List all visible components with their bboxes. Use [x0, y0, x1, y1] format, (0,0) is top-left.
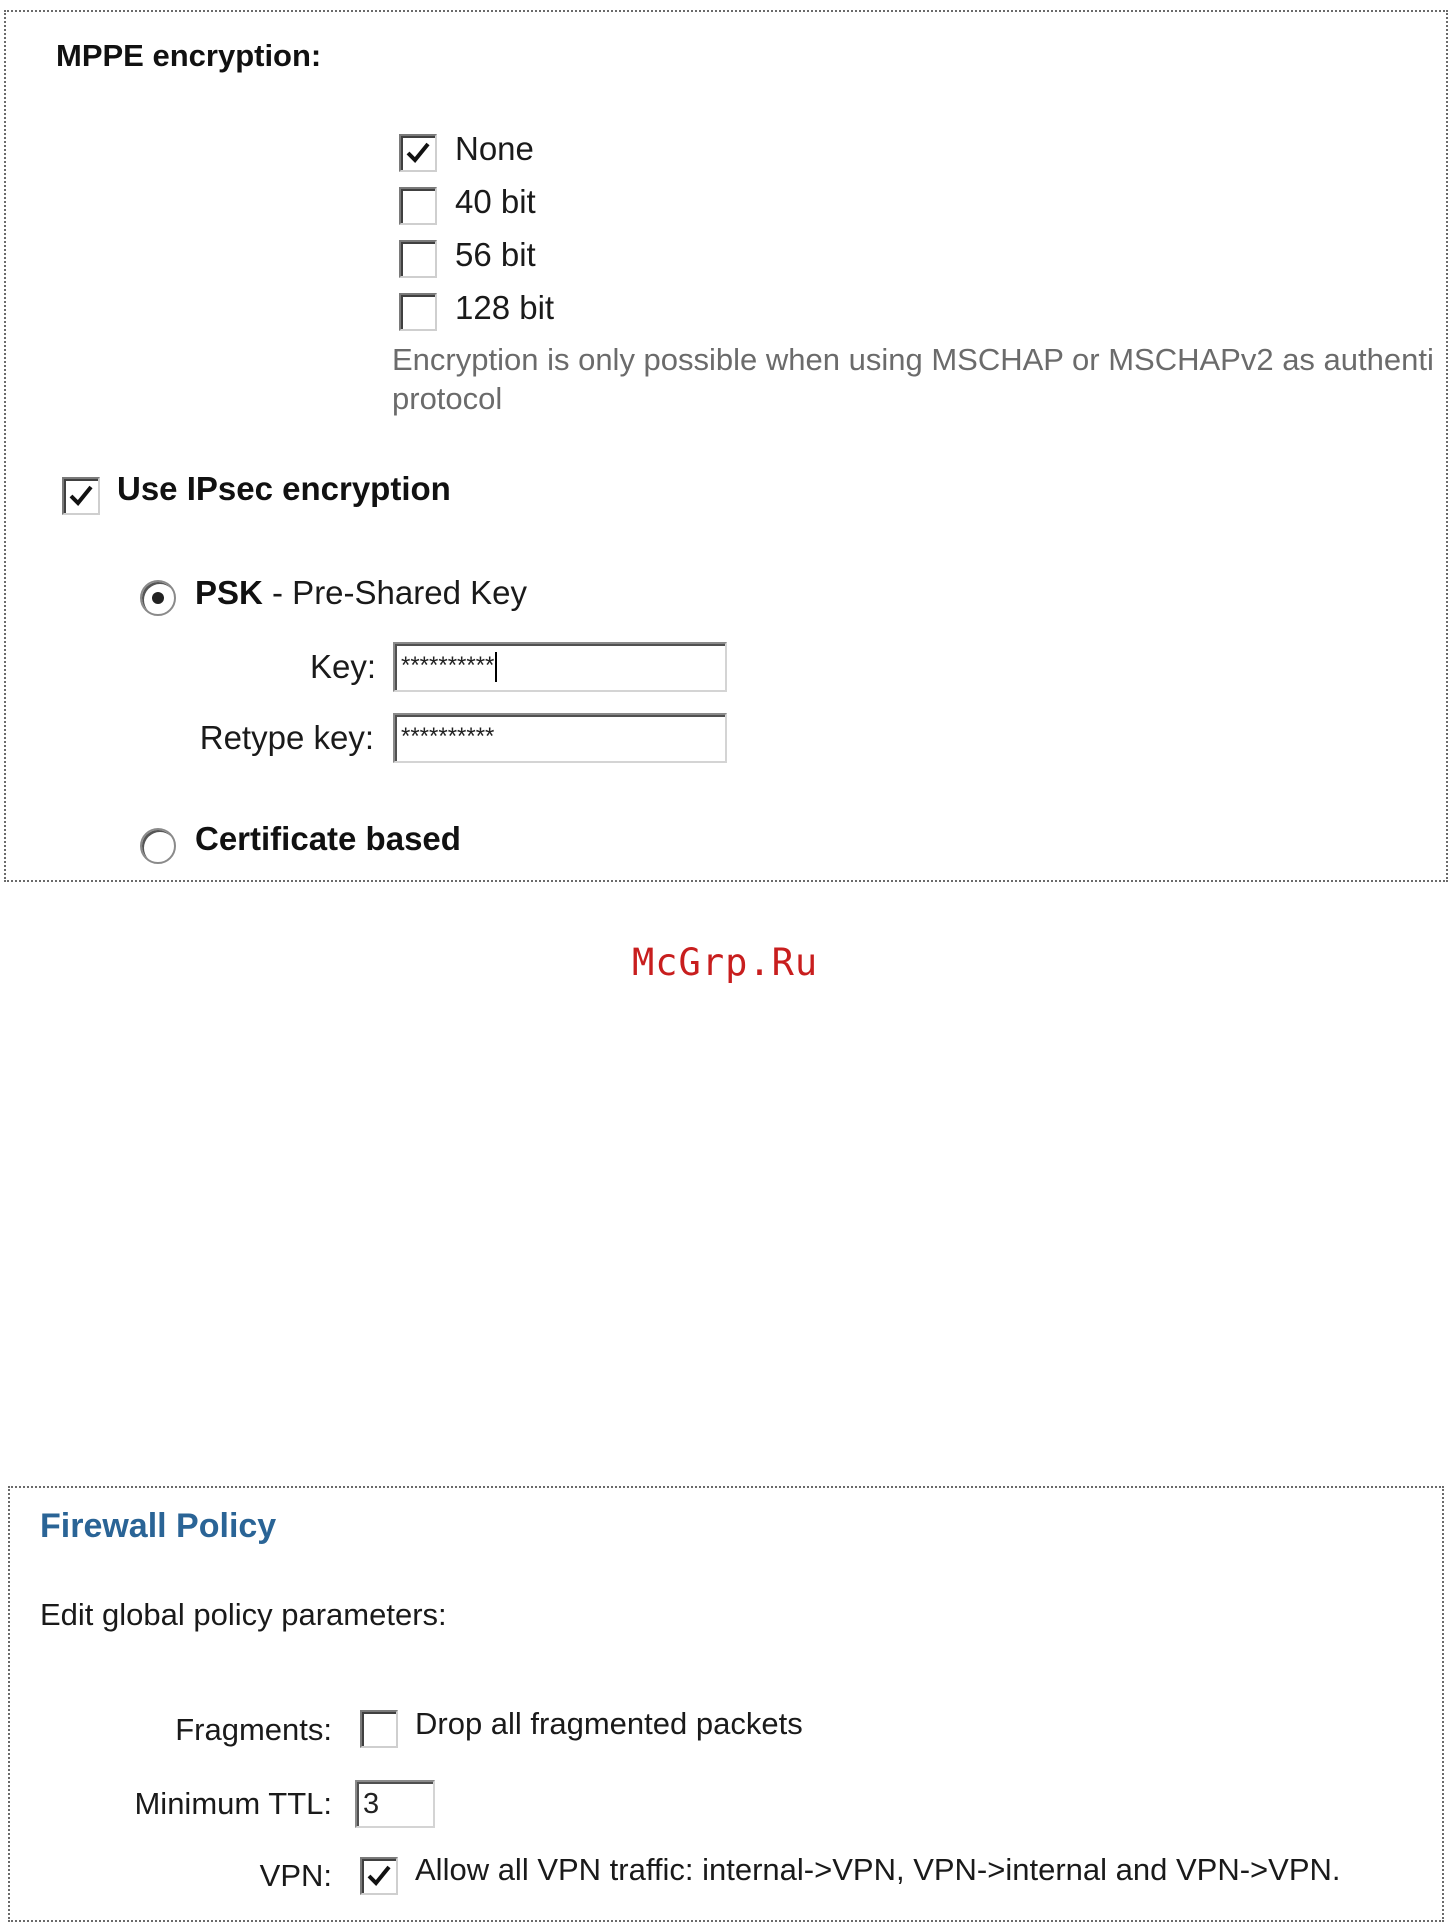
mppe-note-line2: protocol	[392, 381, 503, 416]
use-ipsec-checkbox[interactable]	[62, 477, 100, 515]
mppe-none-label: None	[455, 130, 534, 167]
key-input[interactable]	[393, 642, 727, 692]
mppe-128bit-checkbox[interactable]	[399, 293, 437, 331]
fragments-label: Fragments:	[175, 1712, 332, 1747]
radio-selected-dot	[152, 592, 164, 604]
retype-key-label: Retype key:	[199, 719, 374, 756]
retype-key-input[interactable]	[393, 713, 727, 763]
firewall-subtitle: Edit global policy parameters:	[40, 1597, 447, 1632]
mppe-56bit-checkbox[interactable]	[399, 240, 437, 278]
check-icon	[365, 1862, 393, 1890]
mppe-none-checkbox[interactable]	[399, 134, 437, 172]
min-ttl-input[interactable]	[355, 1780, 435, 1828]
mppe-40bit-checkbox[interactable]	[399, 187, 437, 225]
allow-vpn-checkbox[interactable]	[360, 1857, 398, 1895]
drop-fragments-label: Drop all fragmented packets	[415, 1706, 803, 1741]
check-icon	[404, 139, 432, 167]
min-ttl-label: Minimum TTL:	[134, 1786, 332, 1821]
psk-title: PSK	[195, 574, 263, 611]
psk-subtitle: - Pre-Shared Key	[262, 574, 527, 611]
firewall-title: Firewall Policy	[40, 1507, 277, 1545]
certificate-radio[interactable]	[140, 828, 176, 864]
mppe-128bit-label: 128 bit	[455, 289, 555, 326]
key-label: Key:	[310, 648, 377, 685]
check-icon	[67, 482, 95, 510]
use-ipsec-label: Use IPsec encryption	[117, 470, 451, 507]
psk-label	[195, 574, 527, 612]
key-input-value: **********	[401, 652, 495, 679]
min-ttl-value: 3	[363, 1788, 380, 1820]
mppe-heading: MPPE encryption:	[56, 38, 322, 73]
mppe-note-line1: Encryption is only possible when using MSCHAP or MSCHAPv2 as authenti	[392, 342, 1434, 377]
drop-fragments-checkbox[interactable]	[360, 1710, 398, 1748]
certificate-label: Certificate based	[195, 820, 461, 857]
watermark: McGrp.Ru	[632, 941, 819, 984]
mppe-40bit-label: 40 bit	[455, 183, 536, 220]
allow-vpn-label: Allow all VPN traffic: internal->VPN, VPN->internal and VPN->VPN.	[415, 1852, 1341, 1887]
retype-key-input-value: **********	[401, 723, 495, 750]
mppe-56bit-label: 56 bit	[455, 236, 536, 273]
psk-radio[interactable]	[140, 580, 176, 616]
text-caret	[495, 652, 497, 682]
vpn-label: VPN:	[259, 1858, 332, 1893]
